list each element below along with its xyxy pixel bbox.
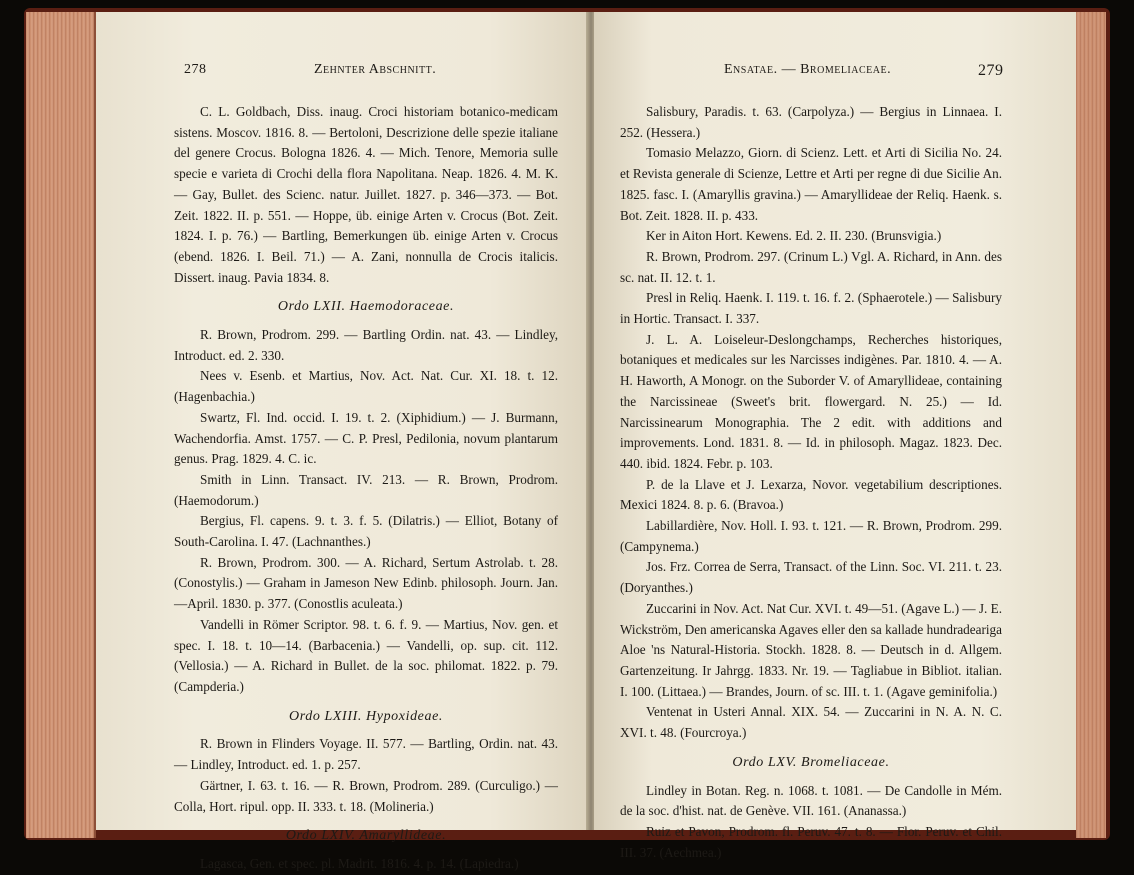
page-edges-left bbox=[26, 12, 96, 838]
bibliography-entry: P. de la Llave et J. Lexarza, Novor. vegetabilium descriptiones. Mexici 1824. 8. p. 6. (Bravoa.) bbox=[620, 476, 1002, 513]
bibliography-entry: Vandelli in Römer Scriptor. 98. t. 6. f. 9. — Martius, Nov. gen. et spec. I. 18. t. 10—14. (Barbacenia.) — Vandelli, op. sup. cit. 112. (Vellosia.) — A. Richard in Bullet. de la soc. philomat. 1822. p. 79. (Campderia.) bbox=[174, 616, 558, 694]
left-page bbox=[96, 12, 588, 871]
bibliography-entry: Ventenat in Usteri Annal. XIX. 54. — Zuccarini in N. A. N. C. XVI. t. 48. (Fourcroya.) bbox=[620, 704, 1002, 741]
bibliography-entry: Lagasca, Gen. et spec. pl. Madrit. 1816. 4. p. 14. (Lapiedra.) bbox=[200, 855, 519, 871]
bibliography-entry: C. L. Goldbach, Diss. inaug. Croci historiam botanico-medicam sistens. Moscov. 1816. 8. — Bertoloni, Descrizione delle spezie italiane del genere Crocus. Bologna 1826. 4. — Mich. Tenore, Memoria sulle specie e varieta di Crochi della flora Napolitana. Neap. 1826. 4. M. K. — Gay, Bullet. des Scienc. natur. Juillet. 1827. p. 346—373. — Bot. Zeit. 1822. II. p. 551. — Hoppe, üb. einige Arten v. Crocus (Bot. Zeit. 1824. I. p. 76.) — Bartling, Bemerkungen üb. einige Arten v. Crocus (ebend. 1826. I. Beil. 71.) — A. Zani, nonnulla de Crocis italicis. Dissert. inaug. Pavia 1834. 8. bbox=[174, 104, 558, 285]
right-page bbox=[594, 12, 1076, 860]
bibliography-entry: J. L. A. Loiseleur-Deslongchamps, Recherches historiques, botaniques et medicales sur les Narcisses indigènes. Par. 1810. 4. — A. H. Haworth, A Monogr. on the Suborder V. of Amaryllideae, containing the Narcissineae (Sweet's brit. flowergard. N. 25.) — Id. Narcissinearum Monographia. The 2 edit. with additions and improvements. Lond. 1831. 8. — Id. in philosoph. Magaz. 1823. Dec. 440. ibid. 1824. Febr. p. 103. bbox=[620, 331, 1002, 471]
bibliography-entry: Bergius, Fl. capens. 9. t. 3. f. 5. (Dilatris.) — Elliot, Botany of South-Carolina. I. 47. (Lachnanthes.) bbox=[174, 513, 558, 550]
page-edges-right bbox=[1076, 12, 1106, 838]
bibliography-entry: Tomasio Melazzo, Giorn. di Scienz. Lett. et Arti di Sicilia No. 24. et Revista generale di Scienze, Lettre et Arti per regne di due Sicilie An. 1825. fasc. I. (Amaryllis gravina.) — Amaryllideae der Reliq. Haenk. s. Bot. Zeit. 1828. II. p. 433. bbox=[620, 145, 1002, 223]
bibliography-entry: R. Brown, Prodrom. 297. (Crinum L.) Vgl. A. Richard, in Ann. des sc. nat. II. 12. t. 1. bbox=[620, 248, 1002, 285]
bibliography-entry: Ker in Aiton Hort. Kewens. Ed. 2. II. 230. (Brunsvigia.) bbox=[646, 228, 942, 244]
bibliography-entry: R. Brown in Flinders Voyage. II. 577. — Bartling, Ordin. nat. 43. — Lindley, Introduct. ed. 1. p. 257. bbox=[174, 736, 558, 773]
ordo-heading: Ordo LXII. Haemodoraceae. bbox=[277, 299, 455, 315]
bibliography-entry: Labillardière, Nov. Holl. I. 93. t. 121. — R. Brown, Prodrom. 299. (Campynema.) bbox=[620, 518, 1002, 554]
bibliography-entry: Salisbury, Paradis. t. 63. (Carpolyza.) — Bergius in Linnaea. I. 252. (Hessera.) bbox=[620, 104, 1002, 140]
bibliography-entry: Gärtner, I. 63. t. 16. — R. Brown, Prodrom. 289. (Curculigo.) — Colla, Hort. ripul. opp. II. 333. t. 18. (Molineria.) bbox=[174, 777, 558, 814]
ordo-heading: Ordo LXIII. Hypoxideae. bbox=[288, 708, 444, 724]
bibliography-entry: R. Brown, Prodrom. 299. — Bartling Ordin. nat. 43. — Lindley, Introduct. ed. 2. 330. bbox=[174, 327, 558, 363]
bibliography-entry: R. Brown, Prodrom. 300. — A. Richard, Sertum Astrolab. t. 28. (Conostylis.) — Graham in Jameson New Edinb. philosoph. Journ. Jan.—April. 1830. p. 377. (Conostlis aculeata.) bbox=[174, 554, 558, 612]
ordo-heading: Ordo LXV. Bromeliaceae. bbox=[732, 754, 890, 770]
right-running-title: Ensatae. — Bromeliaceae. bbox=[724, 62, 892, 77]
bibliography-entry: Zuccarini in Nov. Act. Nat Cur. XVI. t. 49—51. (Agave L.) — J. E. Wickström, Den americanska Agaves eller den sa kallade hundradeariga Aloe 'ns Natural-Historia. Stockh. 1828. 8. — Deutsch in d. Allgem. Gartenzeitung. Ir Jahrgg. 1833. Nr. 19. — Tagliabue in Bibliot. italian. I. 100. (Littaea.) — Brandes, Journ. of sc. III. t. 1. (Agave geminifolia.) bbox=[620, 600, 1002, 699]
right-page-text bbox=[620, 102, 1002, 863]
bibliography-entry: Nees v. Esenb. et Martius, Nov. Act. Nat. Cur. XI. 18. t. 12. (Hagenbachia.) bbox=[174, 368, 558, 405]
bibliography-entry: Presl in Reliq. Haenk. I. 119. t. 16. f. 2. (Sphaerotele.) — Salisbury in Hortic. Transact. I. 337. bbox=[620, 290, 1002, 327]
left-running-title: Zehnter Abschnitt. bbox=[314, 62, 437, 77]
bibliography-entry: Jos. Frz. Correa de Serra, Transact. of the Linn. Soc. VI. 211. t. 23. (Doryanthes.) bbox=[620, 559, 1002, 596]
bibliography-entry: Swartz, Fl. Ind. occid. I. 19. t. 2. (Xiphidium.) — J. Burmann, Wachendorfia. Amst. 1757. — C. P. Presl, Pedilonia, novum plantarum genus. Prag. 1829. 4. C. ic. bbox=[174, 409, 558, 467]
ordo-heading: Ordo LXIV. Amaryllideae. bbox=[285, 828, 447, 844]
bibliography-entry: Ruiz et Pavon, Prodrom. fl. Peruv. 47. t. 8. — Flor. Peruv. et Chil. III. 37. (Aechmea.) bbox=[620, 823, 1002, 860]
right-page-number: 279 bbox=[978, 62, 1004, 79]
bibliography-entry: Smith in Linn. Transact. IV. 213. — R. Brown, Prodrom. (Haemodorum.) bbox=[174, 471, 558, 508]
bibliography-entry: Lindley in Botan. Reg. n. 1068. t. 1081. — De Candolle in Mém. de la soc. d'hist. nat. de Genève. VII. 161. (Ananassa.) bbox=[620, 782, 1002, 819]
left-page-text bbox=[174, 102, 558, 875]
left-page-number: 278 bbox=[184, 62, 207, 77]
